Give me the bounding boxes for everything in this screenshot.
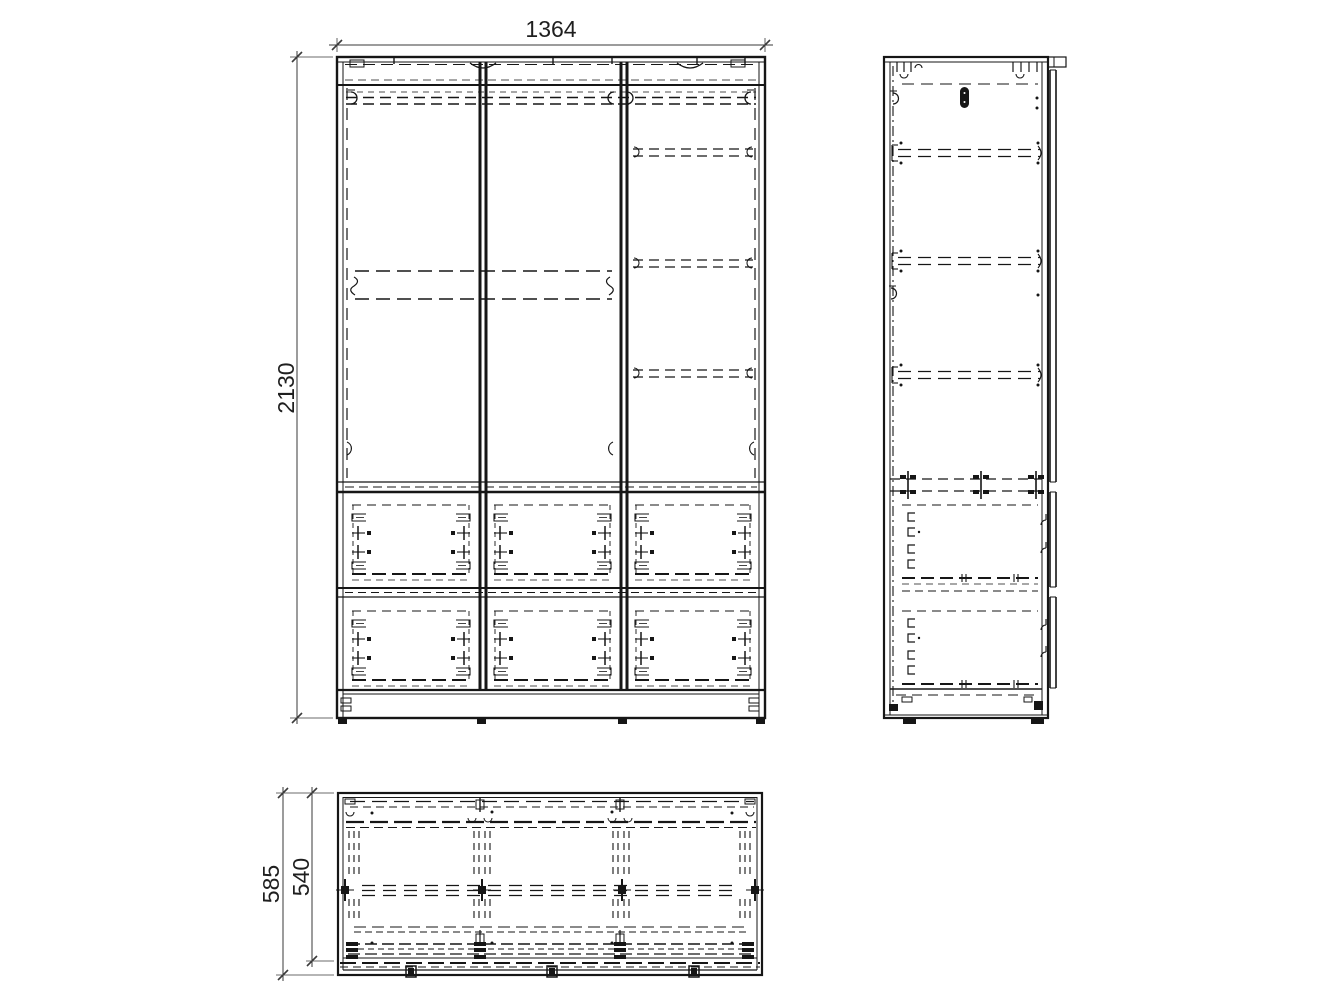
dimension-depth-total-label: 585 [258, 864, 284, 904]
dimension-height-label: 2130 [273, 362, 299, 414]
dimensions [258, 16, 773, 981]
side-view [884, 57, 1066, 724]
dimension-depth-internal-label: 540 [288, 857, 314, 897]
front-view [337, 57, 765, 724]
plan-view [336, 793, 764, 977]
dimension-width-label: 1364 [525, 16, 577, 42]
